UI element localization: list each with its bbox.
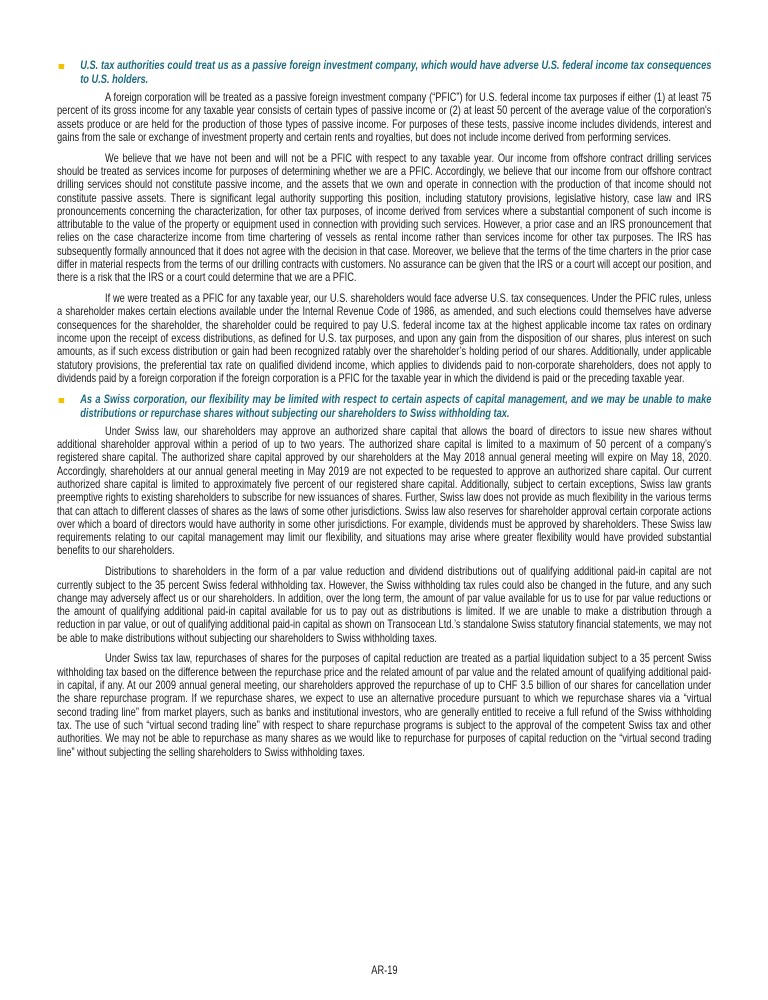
- document-page: [57, 59, 711, 766]
- bullet-square-icon: [59, 64, 65, 69]
- paragraph: Under Swiss tax law, repurchases of shares for the purposes of capital reduction are treated as a partial liquidation subject to a 35 percent Swiss withholding tax based on the difference between the repurchase price and the related amount of par value and the related amount of qualifying additional paid-in capital, if any. At our 2009 annual general meeting, our shareholders approved the repurchase of up to CHF 3.5 billion of our shares for cancellation under the share repurchase program. If we repurchase shares, we expect to use an alternative procedure pursuant to which we repurchase shares via a “virtual second trading line” from market players, such as banks and institutional investors, who are generally entitled to receive a full refund of the Swiss withholding tax. The use of such “virtual second trading line” with respect to share repurchase programs is subject to the approval of the competent Swiss tax and other authorities. We may not be able to repurchase as many shares as we would like to repurchase for purposes of capital reduction on the “virtual second trading line” without subjecting the selling shareholders to Swiss withholding taxes.: [57, 652, 712, 759]
- risk-factor-heading: [57, 393, 711, 421]
- risk-factor-title: U.S. tax authorities could treat us as a passive foreign investment company, which would have adverse U.S. federal income tax consequences to U.S. holders.: [80, 59, 712, 86]
- bullet-square-icon: [59, 398, 65, 403]
- page-number: AR-19: [370, 964, 398, 977]
- risk-factor-title: As a Swiss corporation, our flexibility may be limited with respect to certain aspects of capital management, and we may be unable to make distributions or repurchase shares without subjecting our shareholders to Swiss withholding tax.: [80, 392, 712, 420]
- paragraph: Under Swiss law, our shareholders may approve an authorized share capital that allows the board of directors to issue new shares without additional shareholder approval within a period of up to two years. The authorized share capital is limited to a maximum of 50 percent of a company’s registered share capital. The authorized share capital approved by our shareholders at the May 2018 annual general meeting will expire on May 18, 2020. Accordingly, shareholders at our annual general meeting in May 2019 are not expected to be requested to approve an authorized share capital. Our current authorized share capital is limited to approximately five percent of our registered share capital. Additionally, subject to certain exceptions, Swiss law grants preemptive rights to existing shareholders to subscribe for new issuances of shares. Further, Swiss law does not provide as much flexibility in the various terms that can attach to different classes of shares as the laws of some other jurisdictions. Swiss law also reserves for shareholder approval certain corporate actions over which a board of directors would have authority in some other jurisdictions. For example, dividends must be approved by shareholders. These Swiss law requirements relating to our capital management may limit our flexibility, and situations may arise where greater flexibility would have provided substantial benefits to our shareholders.: [57, 424, 712, 558]
- paragraph: We believe that we have not been and will not be a PFIC with respect to any taxable year. Our income from offshore contract drilling services should be treated as services income for purposes of determining whether we are a PFIC. Accordingly, we believe that our income from our offshore contract drilling services should not constitute passive income, and the assets that we own and operate in connection with the production of that income should not constitute passive assets. There is significant legal authority supporting this position, including statutory provisions, legislative history, case law and IRS pronouncements concerning the characterization, for other tax purposes, of income derived from services where a substantial component of such income is attributable to the value of the property or equipment used in connection with providing such services. However, a prior case and an IRS pronouncement that relies on the case characterize income from time chartering of vessels as rental income rather than services income for other tax purposes. The IRS has subsequently formally announced that it does not agree with the decision in that case. Moreover, we believe that the terms of the time charters in the prior case differ in material respects from the terms of our drilling contracts with customers. No assurance can be given that the IRS or a court will accept our position, and there is a risk that the IRS or a court could determine that we are a PFIC.: [57, 151, 712, 285]
- page-footer: [0, 964, 768, 977]
- paragraph: If we were treated as a PFIC for any taxable year, our U.S. shareholders would face adverse U.S. tax consequences. Under the PFIC rules, unless a shareholder makes certain elections available under the Internal Revenue Code of 1986, as amended, and such elections could themselves have adverse consequences for the shareholder, the shareholder could be required to pay U.S. federal income tax at the highest applicable income tax rates on ordinary income upon the receipt of excess distributions, as defined for U.S. tax purposes, and upon any gain from the disposition of our shares, plus interest on such amounts, as if such excess distribution or gain had been recognized ratably over the shareholder’s holding period of our shares. Additionally, under applicable statutory provisions, the preferential tax rate on qualified dividend income, which applies to dividends paid to non-corporate shareholders, does not apply to dividends paid by a foreign corporation if the foreign corporation is a PFIC for the taxable year in which the dividend is paid or the preceding taxable year.: [57, 292, 712, 385]
- paragraph: A foreign corporation will be treated as a passive foreign investment company (“PFIC”) for U.S. federal income tax purposes if either (1) at least 75 percent of its gross income for any taxable year consists of certain types of passive income or (2) at least 50 percent of the average value of the corporation's assets produce or are held for the production of those types of passive income. For purposes of these tests, passive income includes dividends, interest and gains from the sale or exchange of investment property and certain rents and royalties, but does not include income derived from performing services.: [57, 91, 712, 144]
- risk-factor-heading: [57, 59, 711, 87]
- paragraph: Distributions to shareholders in the form of a par value reduction and dividend distributions out of qualifying additional paid-in capital are not currently subject to the 35 percent Swiss federal withholding tax. However, the Swiss withholding tax rules could also be changed in the future, and any such change may adversely affect us or our shareholders. In addition, over the long term, the amount of par value available for us to use for par value reductions or the amount of qualifying additional paid-in capital available for us to pay out as distributions is limited. If we are unable to make a distribution through a reduction in par value, or out of qualifying additional paid-in capital as shown on Transocean Ltd.’s standalone Swiss statutory financial statements, we may not be able to make distributions without subjecting our shareholders to Swiss withholding taxes.: [57, 565, 712, 645]
